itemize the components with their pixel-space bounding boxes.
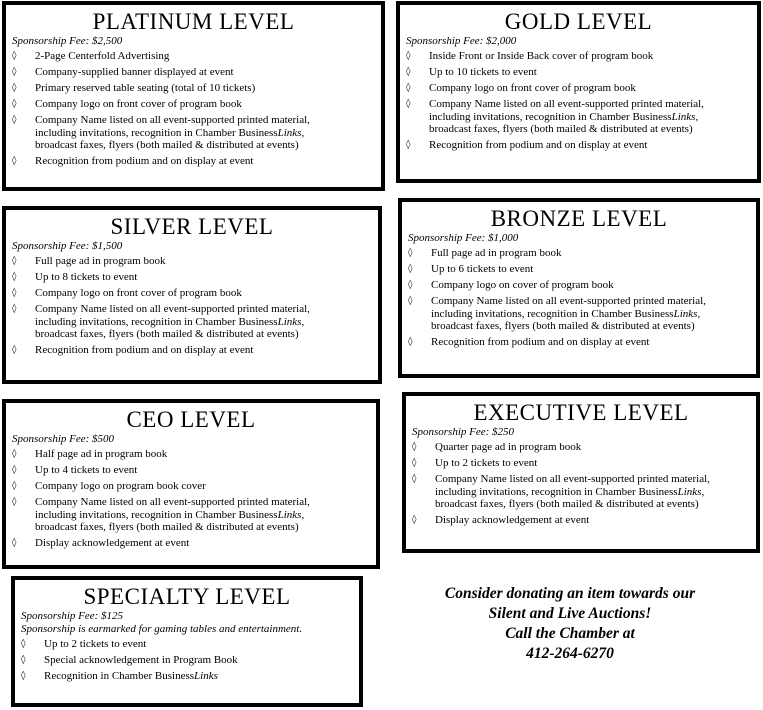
diamond-bullet-icon: ◊ <box>21 671 26 681</box>
level-box-bronze <box>398 198 760 378</box>
benefit-item: ◊ Inside Front or Inside Back cover of program book <box>406 50 654 62</box>
diamond-bullet-icon: ◊ <box>12 497 17 507</box>
diamond-bullet-icon: ◊ <box>12 481 17 491</box>
sponsorship-note: Sponsorship is earmarked for gaming tables and entertainment. <box>21 623 303 635</box>
benefit-item: ◊ Company-supplied banner displayed at event <box>12 66 234 78</box>
benefit-list <box>408 247 750 349</box>
diamond-bullet-icon: ◊ <box>12 156 17 166</box>
benefit-item: ◊ Up to 2 tickets to event <box>412 457 538 469</box>
benefit-item: ◊ Recognition in Chamber BusinessLinks <box>21 670 218 682</box>
level-title: SPECIALTY LEVEL <box>83 584 291 609</box>
phone-number: 412-264-6270 <box>526 645 614 662</box>
diamond-bullet-icon: ◊ <box>12 83 17 93</box>
diamond-bullet-icon: ◊ <box>12 115 17 125</box>
auction-callout <box>396 584 744 664</box>
benefit-item: ◊ Company Name listed on all event-supported printed material, including invitations, recognition in Chamber BusinessLinks, broadcast faxes, flyers (both mailed & distributed at events) <box>406 98 704 135</box>
callout-line: Call the Chamber at <box>505 625 635 642</box>
sponsorship-fee: Sponsorship Fee: $125 <box>21 610 124 622</box>
benefit-item: ◊ 2-Page Centerfold Advertising <box>12 50 170 62</box>
benefit-list <box>406 50 751 152</box>
level-title: BRONZE LEVEL <box>490 206 668 231</box>
benefit-item: ◊ Primary reserved table seating (total of 10 tickets) <box>12 82 256 94</box>
sponsorship-fee: Sponsorship Fee: $2,500 <box>12 35 123 47</box>
benefit-list <box>12 448 370 550</box>
diamond-bullet-icon: ◊ <box>408 264 413 274</box>
benefit-item: ◊ Full page ad in program book <box>12 255 166 267</box>
diamond-bullet-icon: ◊ <box>408 248 413 258</box>
benefit-item: ◊ Company logo on front cover of program book <box>12 287 242 299</box>
diamond-bullet-icon: ◊ <box>12 449 17 459</box>
level-title: GOLD LEVEL <box>504 9 653 34</box>
level-box-executive <box>402 392 760 553</box>
benefit-item: ◊ Recognition from podium and on display at event <box>408 336 650 348</box>
level-title: SILVER LEVEL <box>110 214 274 239</box>
benefit-item: ◊ Company Name listed on all event-supported printed material, including invitations, recognition in Chamber BusinessLinks, broadcast faxes, flyers (both mailed & distributed at events) <box>12 114 310 151</box>
diamond-bullet-icon: ◊ <box>21 639 26 649</box>
diamond-bullet-icon: ◊ <box>12 256 17 266</box>
diamond-bullet-icon: ◊ <box>12 67 17 77</box>
benefit-item: ◊ Quarter page ad in program book <box>412 441 582 453</box>
sponsorship-fee: Sponsorship Fee: $250 <box>412 426 515 438</box>
diamond-bullet-icon: ◊ <box>12 272 17 282</box>
benefit-item: ◊ Up to 4 tickets to event <box>12 464 138 476</box>
diamond-bullet-icon: ◊ <box>408 296 413 306</box>
benefit-item: ◊ Half page ad in program book <box>12 448 168 460</box>
diamond-bullet-icon: ◊ <box>412 458 417 468</box>
level-box-specialty <box>11 576 363 707</box>
benefit-item: ◊ Up to 8 tickets to event <box>12 271 138 283</box>
benefit-item: ◊ Company Name listed on all event-supported printed material, including invitations, recognition in Chamber BusinessLinks, broadcast faxes, flyers (both mailed & distributed at events) <box>408 295 706 332</box>
benefit-item: ◊ Full page ad in program book <box>408 247 562 259</box>
level-box-ceo <box>2 399 380 569</box>
level-box-silver <box>2 206 382 384</box>
sponsorship-fee: Sponsorship Fee: $1,000 <box>408 232 519 244</box>
benefit-item: ◊ Recognition from podium and on display at event <box>406 139 648 151</box>
diamond-bullet-icon: ◊ <box>12 465 17 475</box>
benefit-item: ◊ Company logo on cover of program book <box>408 279 614 291</box>
benefit-list <box>412 441 750 527</box>
diamond-bullet-icon: ◊ <box>12 288 17 298</box>
sponsorship-fee: Sponsorship Fee: $500 <box>12 433 115 445</box>
callout-line: Consider donating an item towards our <box>444 585 696 602</box>
benefit-item: ◊ Up to 2 tickets to event <box>21 638 147 650</box>
diamond-bullet-icon: ◊ <box>12 345 17 355</box>
sponsorship-fee: Sponsorship Fee: $1,500 <box>12 240 123 252</box>
diamond-bullet-icon: ◊ <box>406 140 411 150</box>
sponsorship-fee: Sponsorship Fee: $2,000 <box>406 35 517 47</box>
benefit-item: ◊ Company Name listed on all event-supported printed material, including invitations, recognition in Chamber BusinessLinks, broadcast faxes, flyers (both mailed & distributed at events) <box>12 496 310 533</box>
benefit-item: ◊ Display acknowledgement at event <box>12 537 190 549</box>
benefit-item: ◊ Up to 10 tickets to event <box>406 66 537 78</box>
diamond-bullet-icon: ◊ <box>406 67 411 77</box>
benefit-item: ◊ Recognition from podium and on display at event <box>12 155 254 167</box>
benefit-item: ◊ Company logo on front cover of program book <box>406 82 636 94</box>
diamond-bullet-icon: ◊ <box>406 99 411 109</box>
benefit-item: ◊ Company Name listed on all event-supported printed material, including invitations, recognition in Chamber BusinessLinks, broadcast faxes, flyers (both mailed & distributed at events) <box>412 473 710 510</box>
benefit-item: ◊ Company Name listed on all event-supported printed material, including invitations, recognition in Chamber BusinessLinks, broadcast faxes, flyers (both mailed & distributed at events) <box>12 303 310 340</box>
benefit-item: ◊ Display acknowledgement at event <box>412 514 590 526</box>
diamond-bullet-icon: ◊ <box>21 655 26 665</box>
diamond-bullet-icon: ◊ <box>408 280 413 290</box>
benefit-item: ◊ Recognition from podium and on display at event <box>12 344 254 356</box>
diamond-bullet-icon: ◊ <box>406 83 411 93</box>
diamond-bullet-icon: ◊ <box>412 474 417 484</box>
diamond-bullet-icon: ◊ <box>12 304 17 314</box>
benefit-item: ◊ Company logo on front cover of program book <box>12 98 242 110</box>
diamond-bullet-icon: ◊ <box>12 538 17 548</box>
level-title: CEO LEVEL <box>126 407 256 432</box>
diamond-bullet-icon: ◊ <box>412 442 417 452</box>
diamond-bullet-icon: ◊ <box>12 51 17 61</box>
benefit-list <box>12 50 375 168</box>
benefit-list <box>21 638 353 683</box>
level-title: PLATINUM LEVEL <box>92 9 295 34</box>
diamond-bullet-icon: ◊ <box>12 99 17 109</box>
level-title: EXECUTIVE LEVEL <box>473 400 689 425</box>
benefit-item: ◊ Company logo on program book cover <box>12 480 206 492</box>
benefit-item: ◊ Special acknowledgement in Program Book <box>21 654 238 666</box>
diamond-bullet-icon: ◊ <box>406 51 411 61</box>
callout-line: Silent and Live Auctions! <box>488 605 652 622</box>
benefit-item: ◊ Up to 6 tickets to event <box>408 263 534 275</box>
level-box-gold <box>396 1 761 183</box>
benefit-list <box>12 255 372 357</box>
diamond-bullet-icon: ◊ <box>412 515 417 525</box>
diamond-bullet-icon: ◊ <box>408 337 413 347</box>
level-box-platinum <box>2 1 385 191</box>
